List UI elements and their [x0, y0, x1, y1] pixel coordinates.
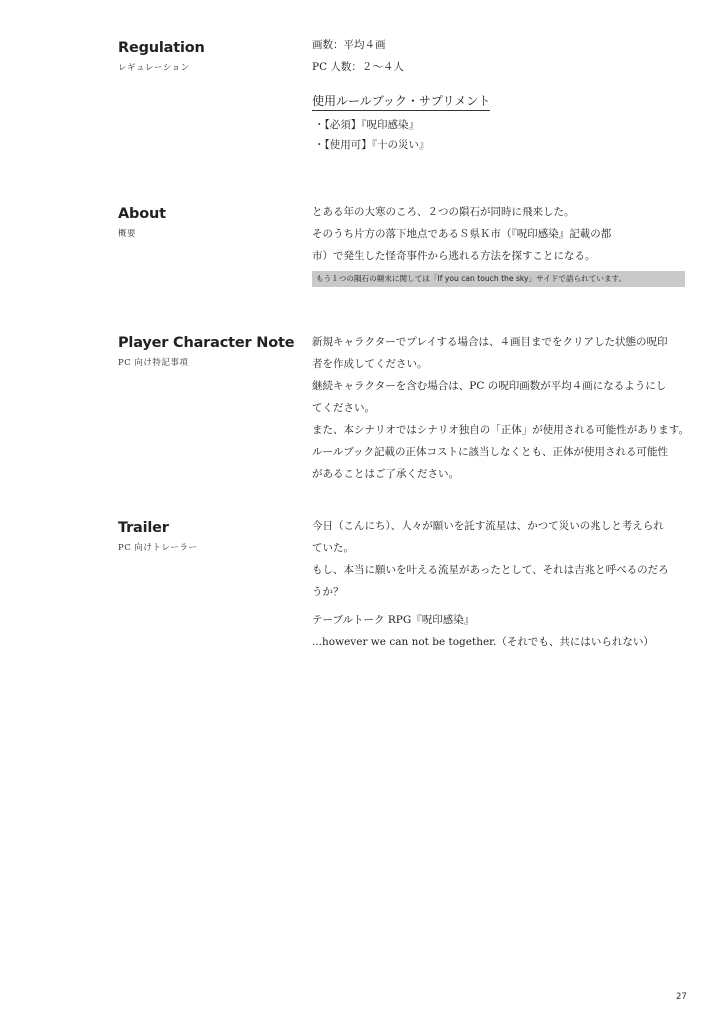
trailer-line: ていた。 — [312, 542, 354, 554]
regulation-bullet: ・【使用可】『十の災い』 — [314, 139, 430, 151]
trailer-line: 今日（こんにち）、人々が願いを託す流星は、かつて災いの兆しと考えられ — [312, 520, 664, 532]
about-subtitle: 概要 — [118, 229, 137, 239]
pc-note-line: ルールブック記載の正体コストに該当しなくとも、正体が使用される可能性 — [312, 446, 669, 458]
trailer-line: もし、本当に願いを叶える流星があったとして、それは吉兆と呼べるのだろ — [312, 564, 669, 576]
about-line: そのうち片方の落下地点であるＳ県Ｋ市（『呪印感染』記載の都 — [312, 228, 612, 240]
trailer-line: うか？ — [312, 586, 344, 598]
about-title: About — [118, 206, 166, 222]
pc-note-line: 者を作成してください。 — [312, 358, 428, 370]
pc-note-subtitle: PC 向け特記事項 — [118, 358, 189, 368]
pc-note-line: 継続キャラクターを含む場合は、PC の呪印画数が平均４画になるようにし — [312, 380, 667, 392]
regulation-subtitle: レギュレーション — [118, 63, 190, 73]
regulation-line: 画数：平均４画 — [312, 39, 386, 51]
regulation-line: PC 人数：２～４人 — [312, 61, 404, 73]
regulation-title: Regulation — [118, 40, 205, 56]
pc-note-line: 新規キャラクターでプレイする場合は、４画目までをクリアした状態の呪印 — [312, 336, 668, 348]
pc-note-line: また、本シナリオではシナリオ独自の「正体」が使用される可能性があります。 — [312, 424, 689, 436]
trailer-subtitle: PC 向けトレーラー — [118, 543, 198, 553]
about-note-bar: もう１つの隕石の顛末に関しては「If you can touch the sky」サイドで語られています。 — [312, 271, 685, 287]
trailer-title: Trailer — [118, 520, 169, 536]
about-line: 市）で発生した怪奇事件から逃れる方法を探すことになる。 — [312, 250, 596, 262]
pc-note-title: Player Character Note — [118, 335, 295, 351]
pc-note-line: があることはご了承ください。 — [312, 468, 459, 480]
regulation-bullet: ・【必須】『呪印感染』 — [314, 119, 419, 131]
about-line: とある年の大寒のころ、２つの隕石が同時に飛来した。 — [312, 206, 575, 218]
regulation-subhead: 使用ルールブック・サプリメント — [312, 92, 490, 111]
trailer-closing-line: テーブルトーク RPG『呪印感染』 — [312, 614, 475, 626]
trailer-closing-line: ...however we can not be together.（それでも、共にはいられない） — [312, 636, 654, 648]
pc-note-line: てください。 — [312, 402, 375, 414]
page-number: 27 — [676, 992, 687, 1002]
